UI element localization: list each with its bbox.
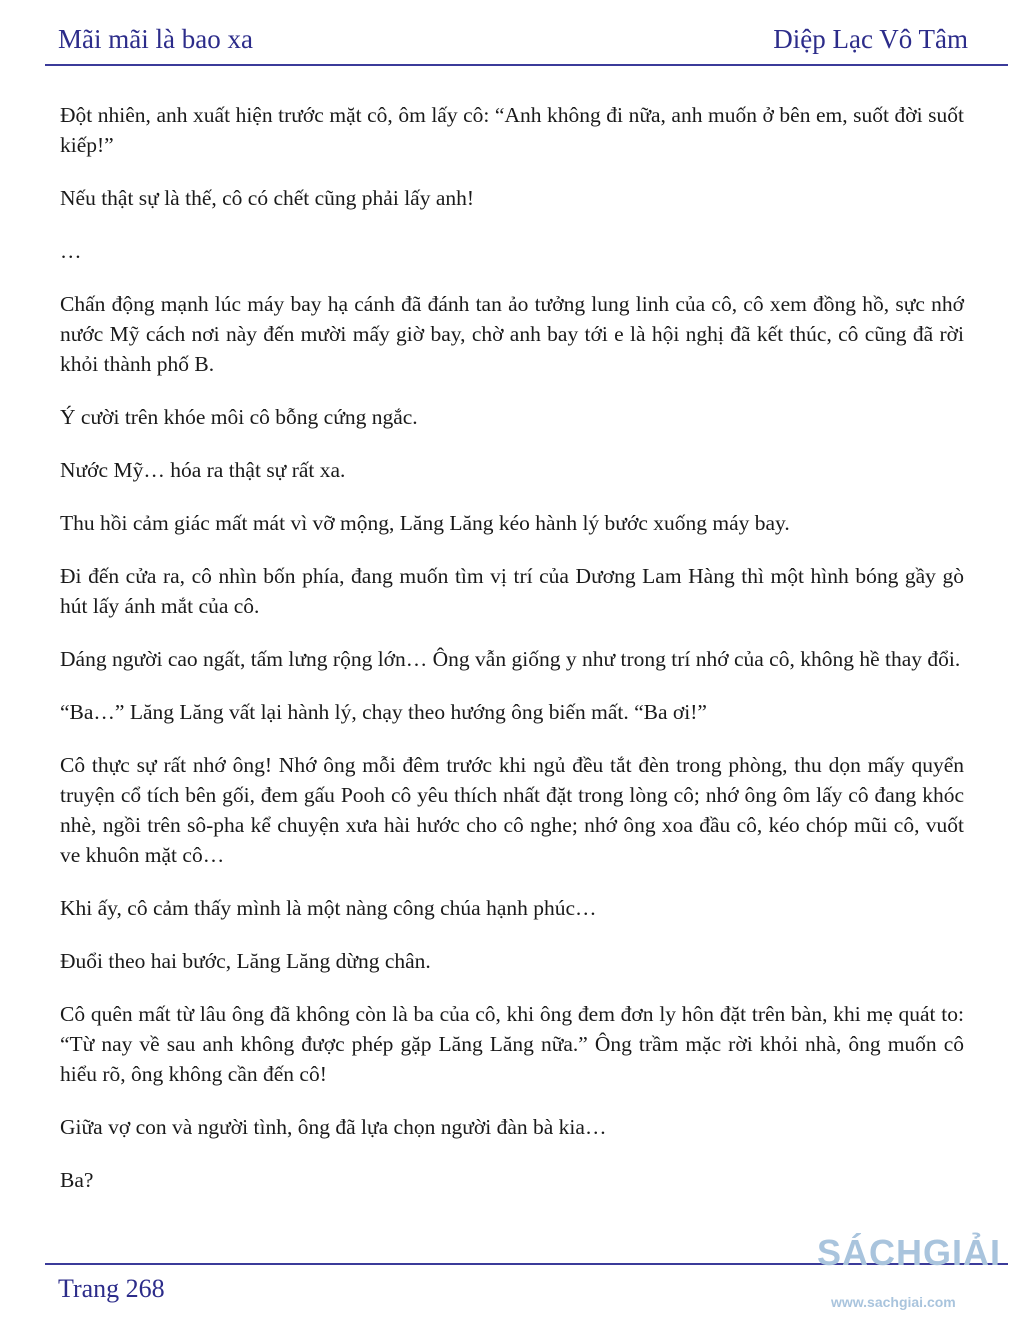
watermark-url: www.sachgiai.com [831,1294,956,1310]
paragraph: … [60,239,82,263]
page-header [58,24,968,64]
page-number: Trang 268 [58,1274,165,1303]
book-title: Mãi mãi là bao xa [58,24,253,54]
paragraph: Đuổi theo hai bước, Lăng Lăng dừng chân. [60,949,431,973]
paragraph: Nước Mỹ… hóa ra thật sự rất xa. [60,458,346,482]
page-body [60,100,964,1218]
paragraph: Ba? [60,1168,94,1192]
watermark-brand: SÁCHGIẢI [817,1232,1002,1273]
paragraph: Giữa vợ con và người tình, ông đã lựa chọn người đàn bà kia… [60,1115,607,1139]
author-name: Diệp Lạc Vô Tâm [773,24,968,54]
paragraph: Ý cười trên khóe môi cô bỗng cứng ngắc. [60,405,418,429]
paragraph: Đột nhiên, anh xuất hiện trước mặt cô, ôm lấy cô: “Anh không đi nữa, anh muốn ở bên em, suốt đời suốt kiếp!” [60,103,964,157]
paragraph: Chấn động mạnh lúc máy bay hạ cánh đã đánh tan ảo tưởng lung linh của cô, cô xem đồng hồ, sực nhớ nước Mỹ cách nơi này đến mười mấy giờ bay, chờ anh bay tới e là hội nghị đã kết thúc, cô cũng đã rời khỏi thành phố B. [60,292,964,376]
paragraph: Cô thực sự rất nhớ ông! Nhớ ông mỗi đêm trước khi ngủ đều tắt đèn trong phòng, thu dọn mấy quyển truyện cổ tích bên gối, đem gấu Pooh cô yêu thích nhất đặt trong lòng cô; nhớ ông ôm lấy cô đang khóc nhè, ngồi trên sô-pha kể chuyện xưa hài hước cho cô nghe; nhớ ông xoa đầu cô, kéo chóp mũi cô, vuốt ve khuôn mặt cô… [60,753,964,867]
paragraph: Dáng người cao ngất, tấm lưng rộng lớn… Ông vẫn giống y như trong trí nhớ của cô, không hề thay đổi. [60,647,961,671]
paragraph: Đi đến cửa ra, cô nhìn bốn phía, đang muốn tìm vị trí của Dương Lam Hàng thì một hình bóng gầy gò hút lấy ánh mắt của cô. [60,564,964,618]
paragraph: Khi ấy, cô cảm thấy mình là một nàng công chúa hạnh phúc… [60,896,597,920]
watermark-logo [815,1232,1020,1322]
paragraph: Nếu thật sự là thế, cô có chết cũng phải lấy anh! [60,186,475,210]
paragraph: Thu hồi cảm giác mất mát vì vỡ mộng, Lăng Lăng kéo hành lý bước xuống máy bay. [60,511,790,535]
header-divider [45,64,1008,66]
paragraph: Cô quên mất từ lâu ông đã không còn là ba của cô, khi ông đem đơn ly hôn đặt trên bàn, khi mẹ quát to: “Từ nay về sau anh không được phép gặp Lăng Lăng nữa.” Ông trầm mặc rời khỏi nhà, ông muốn cô hiểu rõ, ông không cần đến cô! [60,1002,964,1086]
paragraph: “Ba…” Lăng Lăng vất lại hành lý, chạy theo hướng ông biến mất. “Ba ơi!” [60,700,707,724]
